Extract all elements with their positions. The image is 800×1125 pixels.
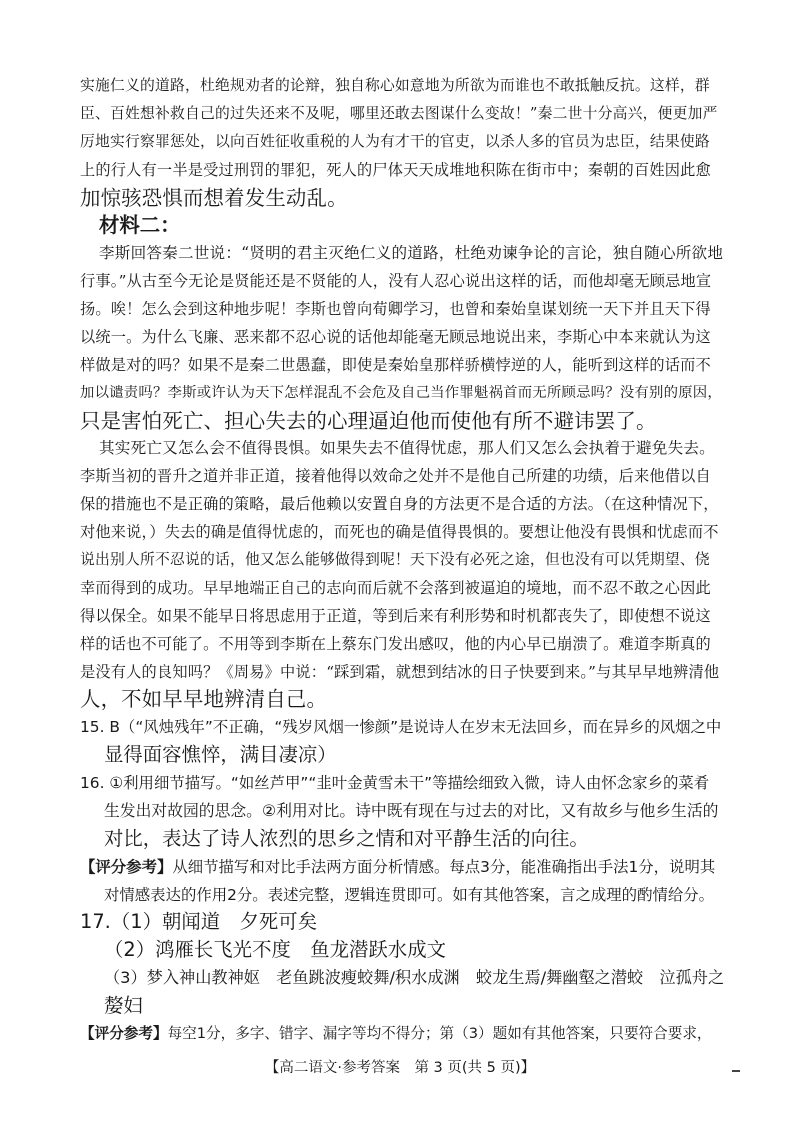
text-line: 加惊骇恐惧而想着发生动乱。 [80,186,348,210]
scoring-tag: 【评分参考】 [80,858,173,876]
text-line: 生发出对故园的思念。②利用对比。诗中既有现在与过去的对比，又有故乡与他乡生活的 [104,801,719,820]
text-line: 扬。唉！怎么会到这种地步呢！李斯也曾向荀卿学习，也曾和秦始皇谋划统一天下并且天下得 [80,300,711,318]
text-line: 对情感表达的作用2分。表述完整，逻辑连贯即可。如有其他答案，言之成理的酌情给分。 [104,886,715,904]
text-line: 以统一。为什么飞廉、恶来都不忍心说的话他却能毫无顾忌地说出来，李斯心中本来就认为这 [80,328,711,346]
text-line: 15. B（“风烛残年”不正确，“残岁风烟一惨颜”是说诗人在岁末无法回乡，而在异乡的风烟之中 [80,718,722,736]
text-line: 保的措施也不是正确的策略，最后他赖以安置自身的方法更不是合适的方法。（在这种情况下， [80,495,719,513]
text-line: 厉地实行察罪惩处，以向百姓征收重税的人为有才干的官吏，以杀人多的官员为忠臣，结果使路 [80,133,710,150]
text-line: 17.（1）朝闻道 夕死可矣 [80,910,318,933]
scoring-tag: 【评分参考】 [80,1025,168,1042]
text-line: 得以保全。如果不能早日将思虑用于正道，等到后来有利形势和时机都丧失了，即使想不说这 [80,607,711,625]
corner-mark [732,1070,740,1072]
text-line: 加以谴责吗？李斯或许认为天下怎样混乱不会危及自己当作罪魁祸首而无所顾忌吗？没有别的原因， [80,385,722,401]
text-line: 上的行人有一半是受过刑罚的罪犯，死人的尸体天天成堆地积陈在街市中；秦朝的百姓因此愈 [80,161,711,179]
text-line: 说出别人所不忍说的话，他又怎么能够做得到呢！天下没有必死之途，但也没有可以凭期望、侥 [80,551,710,568]
text-line: 行事。”从古至今无论是贤能还是不贤能的人，没有人忍心说出这样的话，而他却毫无顾忌地宣 [80,272,712,290]
text-line: 显得面容憔悴，满目凄凉） [104,743,337,766]
text-line [80,855,715,879]
text-line: 人，不如早早地辨清自己。 [80,687,328,711]
page-footer: 【高二语文·参考答案 第 3 页(共 5 页)】 [264,1060,536,1076]
text-line: 样的话也不可能了。不用等到李斯在上蔡东门发出感叹，他的内心早已崩溃了。难道李斯真的 [80,635,711,653]
text-line: 实施仁义的道路，杜绝规劝者的论辩，独自称心如意地为所欲为而谁也不敢抵触反抗。这样，群 [80,77,710,94]
text-line: 样做是对的吗？如果不是秦二世愚蠢，即使是秦始皇那样骄横悖逆的人，能听到这样的话而不 [80,356,711,374]
text-line: 臣、百姓想补救自己的过失还来不及呢，哪里还敢去图谋什么变故！”秦二世十分高兴，便更加严 [80,105,718,122]
material-two-heading: 材料二： [99,213,181,237]
text-line: （3）梦入神山教神妪 老鱼跳波瘦蛟舞/积水成渊 蛟龙生焉/舞幽壑之潜蛟 泣孤舟之 [104,968,725,987]
text-line: 16. ①利用细节描写。“如丝芦甲”“韭叶金黄雪未干”等描绘细致入微，诗人由怀念家乡的菜肴 [80,774,710,792]
text-line: 嫠妇 [104,994,143,1017]
text-line: 是没有人的良知吗？《周易》中说：“踩到霜，就想到结冰的日子快要到来。”与其早早地辨清他 [80,663,720,681]
scoring-text: 从细节描写和对比手法两方面分析情感。每点3分，能准确指出手法1分，说明其 [172,858,716,876]
scoring-text: 每空1分，多字、错字、漏字等均不得分；第（3）题如有其他答案，只要符合要求， [167,1025,712,1042]
text-line: （2）鸿雁长飞光不度 鱼龙潜跃水成文 [104,938,446,961]
text-line: 对比，表达了诗人浓烈的思乡之情和对平静生活的向往。 [104,827,589,850]
text-line [80,1022,712,1046]
text-line: 李斯当初的晋升之道并非正道，接着他得以效命之处并不是他自己所建的功绩，后来他借以自 [80,467,711,485]
text-line: 幸而得到的成功。早早地端正自己的志向而后就不会落到被逼迫的境地，而不忍不敢之心因此 [80,579,711,597]
text-line: 其实死亡又怎么会不值得畏惧。如果失去不值得忧虑，那人们又怎么会执着于避免失去。 [99,439,715,457]
text-line: 李斯回答秦二世说：“贤明的君主灭绝仁义的道路，杜绝劝谏争论的言论，独自随心所欲地 [99,244,724,262]
text-line: 只是害怕死亡、担心失去的心理逼迫他而使他有所不避讳罢了。 [80,409,657,433]
text-line: 对他来说，）失去的确是值得忧虑的，而死也的确是值得畏惧的。要想让他没有畏惧和忧虑而不 [80,523,719,541]
